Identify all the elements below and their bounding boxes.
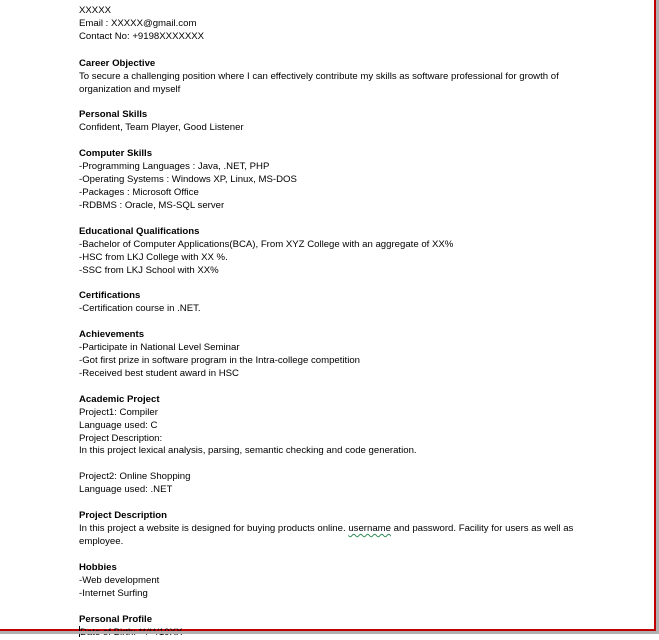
candidate-name: XXXXX [79, 5, 111, 16]
personal-profile-heading: Personal Profile [79, 613, 153, 625]
personal-skills-heading: Personal Skills [79, 109, 148, 121]
contact-line: Contact No: +9198XXXXXXX [79, 30, 205, 42]
email-line: Email : XXXXX@gmail.com [79, 17, 197, 29]
education-heading: Educational Qualifications [79, 225, 200, 237]
project1-description: In this project lexical analysis, parsing, semantic checking and code generation. [79, 445, 417, 457]
project-description-part: and password. Facility for users as well as employee. [79, 522, 574, 547]
project1-description-label: Project Description: [79, 432, 163, 444]
project2-language: Language used: .NET [79, 484, 173, 496]
achievement-item: -Received best student award in HSC [79, 367, 239, 379]
project-description-heading: Project Description [79, 510, 167, 522]
project1-language: Language used: C [79, 419, 158, 431]
computer-skill-item: -Packages : Microsoft Office [79, 186, 199, 198]
academic-project-heading: Academic Project [79, 393, 160, 405]
achievement-item: -Participate in National Level Seminar [79, 342, 240, 354]
career-objective-text: To secure a challenging position where I can effectively contribute my skills as software professional for growth of organization and myself [79, 70, 559, 95]
career-objective-heading: Career Objective [79, 57, 156, 69]
education-item: -HSC from LKJ College with XX %. [79, 251, 228, 263]
achievements-heading: Achievements [79, 329, 145, 341]
personal-skills-text: Confident, Team Player, Good Listener [79, 122, 244, 134]
spelling-flagged-word[interactable]: username [348, 522, 391, 534]
computer-skill-item: -Operating Systems : Windows XP, Linux, MS-DOS [79, 174, 297, 186]
education-item: -Bachelor of Computer Applications(BCA), From XYZ College with an aggregate of XX% [79, 238, 454, 250]
project1-title: Project1: Compiler [79, 406, 158, 418]
achievement-item: -Got first prize in software program in the Intra-college competition [79, 355, 361, 367]
certifications-heading: Certifications [79, 290, 141, 302]
education-item: -SSC from LKJ School with XX% [79, 264, 219, 276]
certification-item: -Certification course in .NET. [79, 303, 201, 315]
project-description-text [79, 523, 609, 549]
hobby-item: -Web development [79, 574, 160, 586]
project2-title: Project2: Online Shopping [79, 471, 191, 483]
computer-skill-item: -Programming Languages : Java, .NET, PHP [79, 161, 270, 173]
hobby-item: -Internet Surfing [79, 587, 148, 599]
hobbies-heading: Hobbies [79, 561, 117, 573]
blank-line [79, 458, 609, 471]
computer-skills-heading: Computer Skills [79, 148, 153, 160]
resume-body[interactable] [79, 5, 609, 640]
computer-skill-item: -RDBMS : Oracle, MS-SQL server [79, 199, 225, 211]
project-description-part: In this project a website is designed for buying products online. [79, 522, 349, 534]
